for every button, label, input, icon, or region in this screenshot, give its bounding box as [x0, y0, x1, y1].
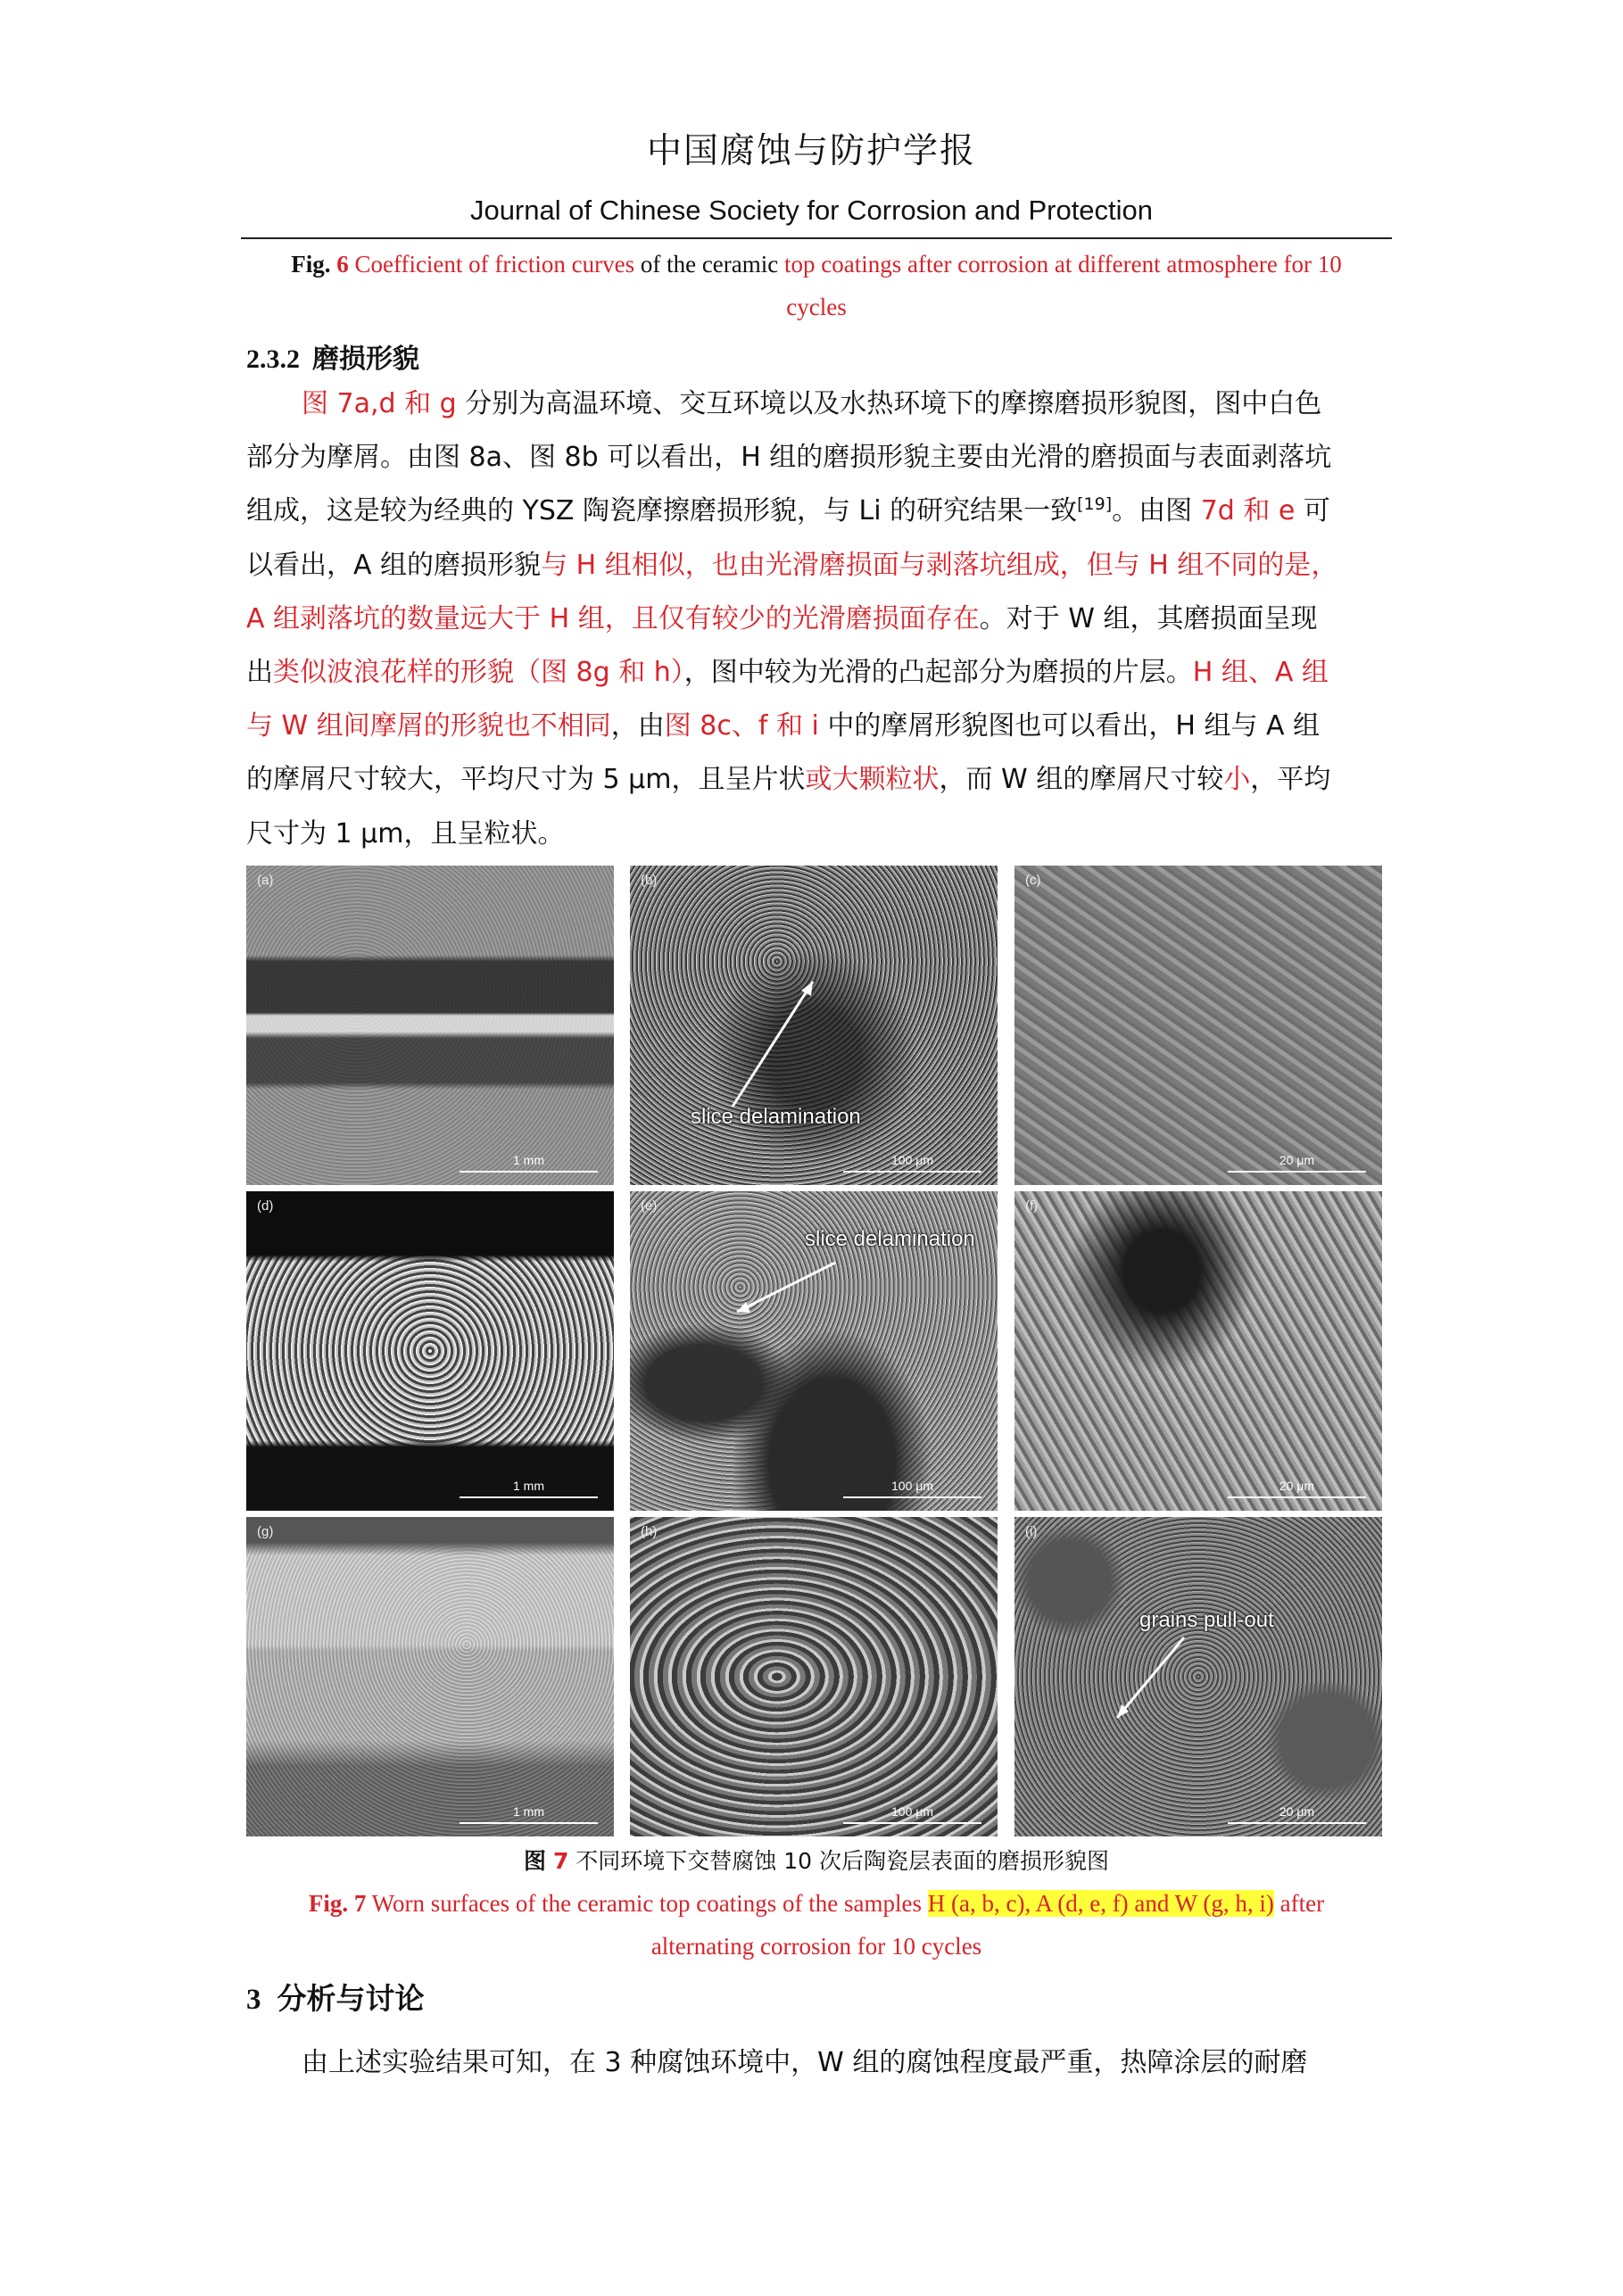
- panel-tag: (f): [1025, 1198, 1039, 1214]
- text-run: 。由图: [1112, 495, 1201, 527]
- scale-bar-line: [1228, 1171, 1366, 1173]
- paragraph-line: [246, 700, 1388, 753]
- text-run: 出: [246, 657, 273, 689]
- paragraph-line: [246, 431, 1388, 485]
- scale-bar: [460, 1804, 598, 1824]
- scale-bar-line: [1228, 1822, 1366, 1824]
- scale-bar-label: 100 μm: [891, 1804, 933, 1819]
- scale-bar: [843, 1479, 981, 1498]
- scale-bar-line: [843, 1496, 981, 1498]
- panel-tag: (c): [1025, 873, 1041, 888]
- scale-bar-line: [460, 1822, 598, 1824]
- text-emphasis: 类似波浪花样的形貌（图 8g 和 h）: [273, 657, 684, 689]
- text-run: 。对于 W 组，其磨损面呈现: [979, 602, 1318, 634]
- panel-annotation: slice delamination: [691, 1105, 861, 1129]
- panel-tag: (h): [641, 1524, 658, 1539]
- fig7-caption-cn-number: 7: [552, 1848, 569, 1874]
- scale-bar: [1228, 1804, 1366, 1824]
- fig7-caption-cn: [241, 1842, 1392, 1881]
- text-run: 组成，这是较为经典的 YSZ 陶瓷摩擦磨损形貌，与 Li 的研究结果一致: [246, 495, 1078, 527]
- panel-tag: (d): [257, 1198, 274, 1214]
- fig7-caption-en-text: Worn surfaces of the ceramic top coatings of the samples: [366, 1890, 928, 1917]
- scale-bar-line: [1228, 1496, 1366, 1498]
- body-paragraph-wear-morphology: [246, 377, 1388, 861]
- sem-panel-e: [630, 1191, 998, 1511]
- scale-bar-label: 20 μm: [1279, 1153, 1315, 1167]
- section-heading-3: [246, 1976, 425, 2018]
- panel-annotation: slice delamination: [805, 1227, 975, 1251]
- paragraph-line: [246, 646, 1388, 700]
- paragraph-line: [246, 593, 1388, 646]
- text-emphasis: 图 7a,d 和 g: [302, 388, 457, 419]
- scale-bar-line: [460, 1171, 598, 1173]
- paragraph-line: [246, 753, 1388, 807]
- body-paragraph-discussion: [246, 2036, 1388, 2090]
- fig6-caption-number: 6: [336, 251, 349, 278]
- text-emphasis: 图 8c、f 和 i: [664, 710, 819, 742]
- fig6-caption-part2: of the ceramic: [634, 251, 784, 278]
- fig7-caption-cn-text: 不同环境下交替腐蚀 10 次后陶瓷层表面的磨损形貌图: [568, 1848, 1110, 1874]
- scale-bar-line: [460, 1496, 598, 1498]
- text-emphasis: A 组剥落坑的数量远大于 H 组，且仅有较少的光滑磨损面存在: [246, 602, 980, 634]
- header-divider: [241, 237, 1392, 239]
- sem-panel-g: [246, 1517, 614, 1836]
- scale-bar-label: 1 mm: [513, 1153, 544, 1167]
- scale-bar-label: 20 μm: [1279, 1479, 1315, 1493]
- text-run: 以看出，A 组的磨损形貌: [246, 549, 542, 581]
- section-title: 磨损形貌: [312, 344, 419, 375]
- panel-tag: (e): [641, 1198, 658, 1214]
- fig7-caption-en-text-end: after: [1273, 1890, 1325, 1917]
- arrow-icon: [1014, 1517, 1382, 1836]
- section-heading-2-3-2: [246, 336, 419, 376]
- sem-panel-d: [246, 1191, 614, 1511]
- text-emphasis: 7d 和 e: [1200, 495, 1296, 527]
- fig6-caption-part1: Coefficient of friction curves: [354, 251, 635, 278]
- text-run: 的摩屑尺寸较大，平均尺寸为 5 μm，且呈片状: [246, 764, 806, 796]
- fig6-caption-part3: top coatings after corrosion at different atmosphere for 10: [784, 251, 1342, 278]
- fig6-caption-label: Fig.: [291, 251, 331, 278]
- text-run: 中的摩屑形貌图也可以看出，H 组与 A 组: [818, 710, 1321, 742]
- sem-panel-b: [630, 866, 998, 1185]
- paragraph-line: [246, 485, 1388, 538]
- text-run: ，由: [610, 710, 665, 742]
- scale-bar: [1228, 1479, 1366, 1498]
- fig7-caption-en-line2: alternating corrosion for 10 cycles: [650, 1933, 982, 1960]
- text-run: 尺寸为 1 μm，且呈粒状。: [246, 817, 565, 850]
- scale-bar: [460, 1153, 598, 1173]
- text-run: 分别为高温环境、交互环境以及水热环境下的摩擦磨损形貌图，图中白色: [456, 388, 1322, 419]
- text-emphasis: 与 W 组间摩屑的形貌也不相同: [246, 710, 611, 742]
- paragraph-line: [246, 539, 1388, 593]
- scale-bar: [460, 1479, 598, 1498]
- panel-tag: (g): [257, 1524, 274, 1539]
- sem-panel-i: [1014, 1517, 1382, 1836]
- scale-bar-label: 20 μm: [1279, 1804, 1315, 1819]
- panel-tag: (a): [257, 873, 274, 888]
- citation-reference: [19]: [1077, 494, 1113, 515]
- section-number: 2.3.2: [246, 344, 300, 374]
- section-title: 分析与讨论: [277, 1981, 425, 2016]
- panel-annotation: grains pull-out: [1139, 1608, 1274, 1632]
- sem-panel-f: [1014, 1191, 1382, 1511]
- text-run: ，图中较为光滑的凸起部分为磨损的片层。: [683, 657, 1193, 689]
- paragraph-line: [246, 808, 1388, 861]
- fig7-caption-cn-label: 图: [523, 1848, 546, 1874]
- journal-title-cn: 中国腐蚀与防护学报: [646, 131, 976, 171]
- section-number: 3: [246, 1984, 261, 2016]
- text-run: 部分为摩屑。由图 8a、图 8b 可以看出，H 组的磨损形貌主要由光滑的磨损面与表面剥落坑: [246, 442, 1332, 474]
- text-emphasis: 小: [1223, 764, 1251, 796]
- text-run: ，平均: [1250, 764, 1331, 796]
- fig7-caption-en-highlight: H (a, b, c), A (d, e, f) and W (g, h, i): [927, 1890, 1274, 1917]
- fig7-caption-en-label: Fig. 7: [308, 1890, 367, 1917]
- panel-tag: (b): [641, 873, 658, 888]
- scale-bar-line: [843, 1822, 981, 1824]
- paragraph-line: [246, 377, 1388, 431]
- text-run: ，而 W 组的摩屑尺寸较: [939, 764, 1224, 796]
- sem-panel-c: [1014, 866, 1382, 1185]
- sem-panel-a: [246, 866, 614, 1185]
- journal-title-en: Journal of Chinese Society for Corrosion and Protection: [469, 195, 1154, 226]
- text-emphasis: 与 H 组相似，也由光滑磨损面与剥落坑组成，但与 H 组不同的是，: [541, 549, 1338, 581]
- scale-bar-label: 100 μm: [891, 1153, 933, 1167]
- fig7-caption-en: [241, 1882, 1392, 1968]
- fig6-caption-part4: cycles: [786, 294, 847, 320]
- scale-bar: [843, 1153, 981, 1173]
- fig6-caption: [241, 243, 1392, 328]
- paragraph-line: 由上述实验结果可知，在 3 种腐蚀环境中，W 组的腐蚀程度最严重，热障涂层的耐磨: [302, 2047, 1308, 2078]
- scale-bar-label: 1 mm: [513, 1479, 544, 1493]
- scale-bar-label: 1 mm: [513, 1804, 544, 1819]
- arrow-icon: [630, 866, 998, 1185]
- text-emphasis: 或大颗粒状: [805, 764, 940, 796]
- scale-bar: [1228, 1153, 1366, 1173]
- scale-bar-line: [843, 1171, 981, 1173]
- sem-panel-h: [630, 1517, 998, 1836]
- text-emphasis: H 组、A 组: [1192, 657, 1329, 689]
- text-run: 可: [1295, 495, 1330, 527]
- panel-tag: (i): [1025, 1524, 1038, 1539]
- scale-bar: [843, 1804, 981, 1824]
- scale-bar-label: 100 μm: [891, 1479, 933, 1493]
